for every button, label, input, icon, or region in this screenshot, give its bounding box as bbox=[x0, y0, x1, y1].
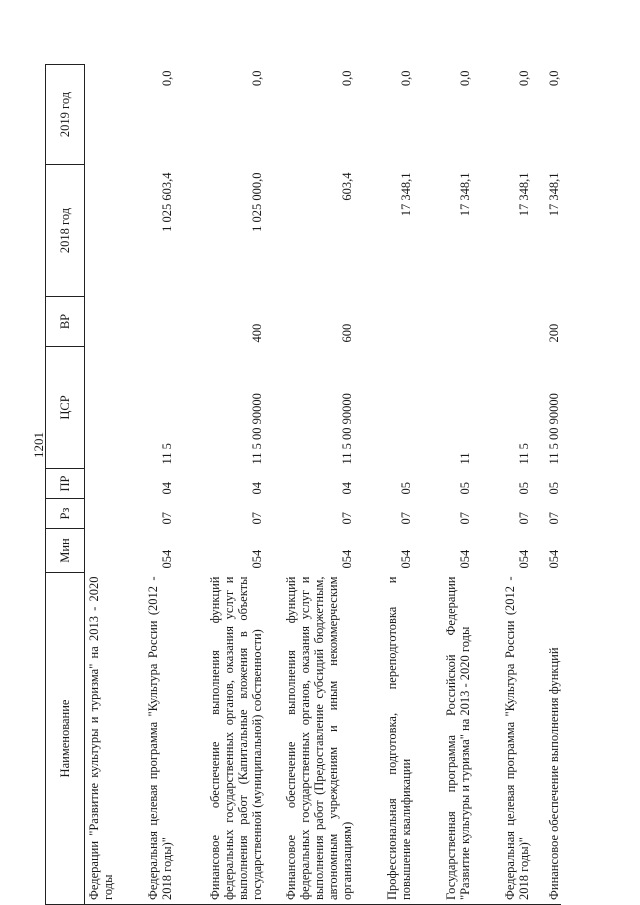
row-vr bbox=[85, 297, 116, 347]
row-2018: 1 025 603,4 bbox=[160, 172, 174, 232]
row-pr: 05 bbox=[517, 482, 531, 495]
row-min: 054 bbox=[340, 549, 354, 569]
row-min: 054 bbox=[160, 549, 174, 569]
table-header-row bbox=[46, 65, 85, 905]
table-row bbox=[174, 65, 264, 905]
row-min bbox=[85, 529, 116, 573]
row-2019: 0,0 bbox=[458, 70, 472, 87]
row-name: Федеральная целевая программа "Культура России (2012 - 2018 годы)" bbox=[472, 573, 531, 905]
row-vr bbox=[472, 297, 531, 347]
table-row bbox=[354, 65, 413, 905]
row-pr: 04 bbox=[340, 482, 354, 495]
row-rz: 07 bbox=[547, 512, 561, 525]
row-2018: 17 348,1 bbox=[547, 172, 561, 217]
row-name: Профессиональная подготовка, переподготовка и повышение квалификации bbox=[354, 573, 413, 905]
row-vr: 200 bbox=[547, 323, 561, 343]
row-csr: 11 5 00 90000 bbox=[340, 393, 354, 465]
table-row bbox=[85, 65, 116, 905]
row-vr: 600 bbox=[340, 323, 354, 343]
row-rz: 07 bbox=[340, 512, 354, 525]
table-row bbox=[472, 65, 531, 905]
table-row bbox=[531, 65, 561, 905]
row-min: 054 bbox=[458, 549, 472, 569]
row-2018 bbox=[85, 165, 116, 297]
row-csr bbox=[354, 347, 413, 469]
row-name: Федеральная целевая программа "Культура России (2012 - 2018 годы)" bbox=[115, 573, 174, 905]
row-name: Государственная программа Российской Федерации "Развитие культуры и туризма" на 2013 - 2020 годы bbox=[413, 573, 472, 905]
row-name: Федерации "Развитие культуры и туризма" на 2013 - 2020 годы bbox=[85, 573, 116, 905]
row-name: Финансовое обеспечение выполнения функций федеральных государственных органов, оказания услуг и выполнения работ (Капитальные вложения в объекты государственной (муниципальной) собственности) bbox=[174, 573, 264, 905]
row-csr bbox=[85, 347, 116, 469]
rotated-table-container bbox=[45, 65, 593, 905]
row-2019: 0,0 bbox=[250, 70, 264, 87]
row-vr bbox=[354, 297, 413, 347]
page-number: 1201 bbox=[31, 432, 46, 458]
table-row bbox=[115, 65, 174, 905]
row-vr: 400 bbox=[250, 323, 264, 343]
row-name: Финансовое обеспечение выполнения функций федеральных государственных органов, оказания услуг и выполнения работ (Предоставление субсидий бюджетным, автономным учреждениям и иным некоммерческим организациям) bbox=[264, 573, 354, 905]
row-2019: 0,0 bbox=[160, 70, 174, 87]
header-rz: Рз bbox=[46, 499, 85, 529]
row-pr: 05 bbox=[547, 482, 561, 495]
row-rz: 07 bbox=[517, 512, 531, 525]
row-2019 bbox=[85, 65, 116, 165]
row-csr: 11 5 bbox=[517, 443, 531, 465]
row-pr: 04 bbox=[250, 482, 264, 495]
table-row bbox=[413, 65, 472, 905]
row-2018: 17 348,1 bbox=[458, 172, 472, 217]
row-csr: 11 5 00 90000 bbox=[547, 393, 561, 465]
row-min: 054 bbox=[547, 549, 561, 569]
row-vr bbox=[413, 297, 472, 347]
row-2019: 0,0 bbox=[399, 70, 413, 87]
row-2019: 0,0 bbox=[547, 70, 561, 87]
header-pr: ПР bbox=[46, 469, 85, 499]
row-pr: 04 bbox=[160, 482, 174, 495]
row-csr: 11 bbox=[458, 452, 472, 465]
row-2018: 17 348,1 bbox=[517, 172, 531, 217]
row-2018: 603,4 bbox=[340, 172, 354, 201]
row-pr: 05 bbox=[458, 482, 472, 495]
table-row bbox=[264, 65, 354, 905]
row-rz bbox=[85, 499, 116, 529]
row-pr bbox=[85, 469, 116, 499]
budget-table bbox=[45, 64, 561, 905]
header-name: Наименование bbox=[46, 573, 85, 905]
row-vr bbox=[115, 297, 174, 347]
header-2019: 2019 год bbox=[46, 65, 85, 165]
row-2019: 0,0 bbox=[517, 70, 531, 87]
row-min: 054 bbox=[250, 549, 264, 569]
row-2019: 0,0 bbox=[340, 70, 354, 87]
row-min: 054 bbox=[399, 549, 413, 569]
row-2018: 1 025 000,0 bbox=[250, 172, 264, 232]
header-min: Мин bbox=[46, 529, 85, 573]
row-2018: 17 348,1 bbox=[399, 172, 413, 217]
header-2018: 2018 год bbox=[46, 165, 85, 297]
header-csr: ЦСР bbox=[46, 347, 85, 469]
row-rz: 07 bbox=[250, 512, 264, 525]
header-vr: ВР bbox=[46, 297, 85, 347]
row-rz: 07 bbox=[399, 512, 413, 525]
row-csr: 11 5 00 90000 bbox=[250, 393, 264, 465]
row-min: 054 bbox=[517, 549, 531, 569]
row-name: Финансовое обеспечение выполнения функций bbox=[531, 573, 561, 905]
row-csr: 11 5 bbox=[160, 443, 174, 465]
row-rz: 07 bbox=[458, 512, 472, 525]
row-rz: 07 bbox=[160, 512, 174, 525]
row-pr: 05 bbox=[399, 482, 413, 495]
